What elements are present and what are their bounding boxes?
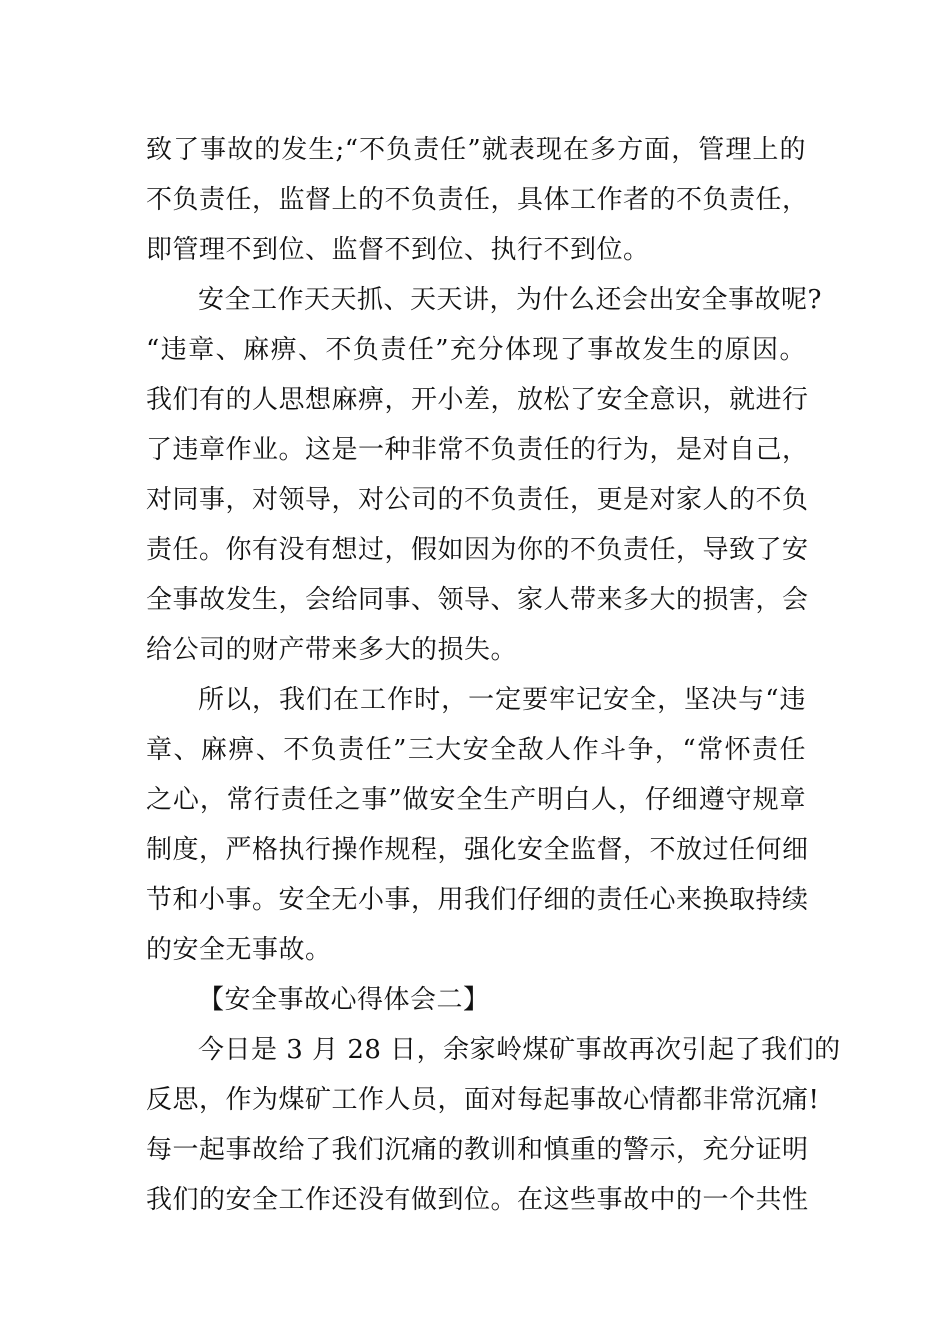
text-line: 给公司的财产带来多大的损失。 bbox=[146, 635, 518, 665]
text-line: 每一起事故给了我们沉痛的教训和慎重的警示，充分证明 bbox=[146, 1135, 809, 1165]
text-line: 对同事，对领导，对公司的不负责任，更是对家人的不负 bbox=[146, 485, 809, 515]
text-line: 责任。你有没有想过，假如因为你的不负责任，导致了安 bbox=[146, 535, 809, 565]
section-heading: 【安全事故心得体会二】 bbox=[198, 985, 490, 1015]
text-line: 即管理不到位、监督不到位、执行不到位。 bbox=[146, 235, 650, 265]
text-line: 了违章作业。这是一种非常不负责任的行为，是对自己， bbox=[146, 435, 809, 465]
text-line: 反思，作为煤矿工作人员，面对每起事故心情都非常沉痛! bbox=[146, 1085, 820, 1115]
text-line: 制度，严格执行操作规程，强化安全监督，不放过任何细 bbox=[146, 835, 809, 865]
text-line: 我们有的人思想麻痹，开小差，放松了安全意识，就进行 bbox=[146, 385, 809, 415]
text-line: 致了事故的发生;“不负责任”就表现在多方面，管理上的 bbox=[146, 135, 806, 165]
text-line: “违章、麻痹、不负责任”充分体现了事故发生的原因。 bbox=[146, 335, 806, 365]
paragraph-first-line: 安全工作天天抓、天天讲，为什么还会出安全事故呢? bbox=[198, 285, 822, 315]
paragraph-first-line: 所以，我们在工作时，一定要牢记安全，坚决与“违 bbox=[198, 685, 806, 715]
text-line: 全事故发生，会给同事、领导、家人带来多大的损害，会 bbox=[146, 585, 809, 615]
text-line: 不负责任，监督上的不负责任，具体工作者的不负责任， bbox=[146, 185, 809, 215]
text-line: 章、麻痹、不负责任”三大安全敌人作斗争，“常怀责任 bbox=[146, 735, 806, 765]
text-line: 节和小事。安全无小事，用我们仔细的责任心来换取持续 bbox=[146, 885, 809, 915]
text-line: 的安全无事故。 bbox=[146, 935, 332, 965]
text-line: 之心，常行责任之事”做安全生产明白人，仔细遵守规章 bbox=[146, 785, 806, 815]
text-line: 我们的安全工作还没有做到位。在这些事故中的一个共性 bbox=[146, 1185, 809, 1215]
paragraph-first-line: 今日是 3 月 28 日，余家岭煤矿事故再次引起了我们的 bbox=[198, 1035, 841, 1065]
